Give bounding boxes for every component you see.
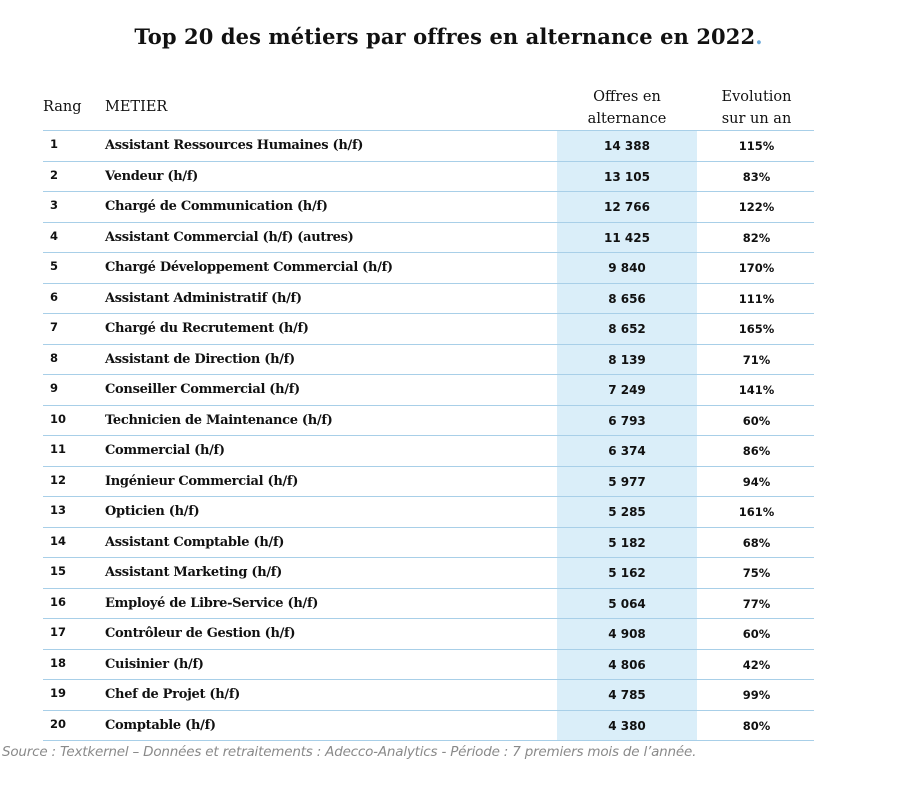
rank-cell: 5	[50, 259, 59, 273]
offres-cell: 8 139	[608, 352, 646, 367]
evolution-cell: 115%	[738, 139, 775, 153]
rank-cell: 6	[50, 289, 59, 304]
table-row	[0, 497, 897, 528]
title-dot: .	[755, 24, 763, 49]
evolution-cell: 68%	[742, 535, 771, 550]
table-row	[0, 284, 897, 315]
table-row	[0, 558, 897, 589]
table-row	[0, 528, 897, 559]
header-offres-line-1: Offres en	[593, 89, 661, 105]
table-row	[0, 223, 897, 254]
metier-cell: Employé de Libre-Service (h/f)	[105, 595, 319, 611]
metier-cell: Chargé Développement Commercial (h/f)	[105, 260, 393, 275]
offres-cell: 5 285	[608, 505, 646, 519]
evolution-cell: 60%	[742, 627, 771, 641]
metier-cell: Vendeur (h/f)	[105, 168, 198, 184]
evolution-cell: 60%	[742, 413, 771, 428]
offres-cell: 6 793	[608, 413, 646, 428]
rank-cell: 17	[50, 625, 67, 639]
metier-cell: Assistant Marketing (h/f)	[105, 565, 282, 580]
table-row	[0, 711, 897, 742]
offres-cell: 8 656	[608, 291, 646, 306]
metier-cell: Assistant Administratif (h/f)	[105, 290, 302, 306]
table-row	[0, 192, 897, 223]
rank-cell: 12	[50, 472, 67, 487]
offres-cell: 8 652	[608, 322, 646, 336]
evolution-cell: 99%	[742, 688, 771, 702]
evolution-cell: 82%	[742, 230, 771, 245]
rank-cell: 11	[50, 442, 67, 456]
offres-cell: 4 785	[608, 688, 646, 702]
rank-cell: 10	[50, 411, 67, 426]
table-row	[0, 375, 897, 406]
offres-cell: 14 388	[604, 139, 650, 153]
header-metier: METIER	[105, 99, 168, 115]
rank-cell: 15	[50, 564, 67, 578]
evolution-cell: 83%	[742, 169, 771, 184]
offres-cell: 5 162	[608, 566, 646, 580]
offres-cell: 13 105	[604, 169, 650, 184]
chart-title	[0, 24, 897, 49]
rank-cell: 13	[50, 503, 67, 517]
evolution-cell: 86%	[742, 444, 771, 458]
metier-cell: Assistant de Direction (h/f)	[105, 351, 295, 367]
evolution-cell: 75%	[742, 566, 771, 580]
rank-cell: 8	[50, 350, 59, 365]
rank-cell: 1	[50, 137, 59, 151]
offres-cell: 11 425	[604, 230, 650, 245]
evolution-cell: 42%	[742, 657, 771, 672]
rank-cell: 2	[50, 167, 59, 182]
offres-cell: 12 766	[604, 200, 650, 214]
table-row	[0, 406, 897, 437]
source-note: Source : Textkernel – Données et retraitements : Adecco-Analytics - Période : 7 premiers mois de l’année.	[2, 744, 697, 760]
header-evolution	[700, 86, 813, 130]
metier-cell: Chargé du Recrutement (h/f)	[105, 321, 309, 336]
offres-cell: 5 064	[608, 596, 646, 611]
offres-cell: 4 380	[608, 718, 646, 733]
metier-cell: Assistant Ressources Humaines (h/f)	[105, 138, 364, 153]
table-row	[0, 436, 897, 467]
metier-cell: Assistant Comptable (h/f)	[105, 534, 285, 550]
evolution-cell: 141%	[738, 383, 775, 397]
rank-cell: 20	[50, 716, 67, 731]
metier-cell: Technicien de Maintenance (h/f)	[105, 412, 333, 428]
metier-cell: Contrôleur de Gestion (h/f)	[105, 626, 296, 641]
header-offres-line-2: alternance	[587, 111, 667, 127]
chart-title-text: Top 20 des métiers par offres en alternance en 2022	[134, 24, 756, 49]
evolution-cell: 161%	[738, 505, 775, 519]
rank-cell: 18	[50, 655, 67, 670]
evolution-cell: 111%	[738, 291, 775, 306]
table-row	[0, 619, 897, 650]
metier-cell: Opticien (h/f)	[105, 504, 200, 519]
table-row	[0, 314, 897, 345]
header-evolution-line-1: Evolution	[721, 89, 792, 105]
offres-cell: 5 977	[608, 474, 646, 489]
table-row	[0, 650, 897, 681]
metier-cell: Commercial (h/f)	[105, 443, 225, 458]
evolution-cell: 77%	[742, 596, 771, 611]
offres-cell: 7 249	[608, 383, 646, 397]
header-offres	[557, 86, 697, 130]
evolution-cell: 94%	[742, 474, 771, 489]
table-row	[0, 345, 897, 376]
metier-cell: Ingénieur Commercial (h/f)	[105, 473, 299, 489]
offres-cell: 9 840	[608, 261, 646, 275]
table-row	[0, 131, 897, 162]
rank-cell: 9	[50, 381, 59, 395]
metier-cell: Cuisinier (h/f)	[105, 656, 204, 672]
table-row	[0, 253, 897, 284]
rank-cell: 16	[50, 594, 67, 609]
offres-cell: 6 374	[608, 444, 646, 458]
rank-cell: 14	[50, 533, 67, 548]
rank-cell: 19	[50, 686, 67, 700]
metier-cell: Assistant Commercial (h/f) (autres)	[105, 229, 354, 245]
evolution-cell: 80%	[742, 718, 771, 733]
rank-cell: 3	[50, 198, 59, 212]
evolution-cell: 165%	[738, 322, 775, 336]
row-rule	[43, 740, 814, 741]
table-row	[0, 467, 897, 498]
metier-cell: Chargé de Communication (h/f)	[105, 199, 328, 214]
metier-cell: Comptable (h/f)	[105, 717, 216, 733]
evolution-cell: 122%	[738, 200, 775, 214]
table-row	[0, 162, 897, 193]
header-evolution-line-2: sur un an	[721, 111, 792, 127]
metier-cell: Chef de Projet (h/f)	[105, 687, 240, 702]
table-row	[0, 589, 897, 620]
evolution-cell: 71%	[742, 352, 771, 367]
offres-cell: 4 806	[608, 657, 646, 672]
offres-cell: 4 908	[608, 627, 646, 641]
rank-cell: 4	[50, 228, 59, 243]
evolution-cell: 170%	[738, 261, 775, 275]
header-rang: Rang	[43, 99, 82, 115]
rank-cell: 7	[50, 320, 59, 334]
table-row	[0, 680, 897, 711]
offres-cell: 5 182	[608, 535, 646, 550]
metier-cell: Conseiller Commercial (h/f)	[105, 382, 300, 397]
